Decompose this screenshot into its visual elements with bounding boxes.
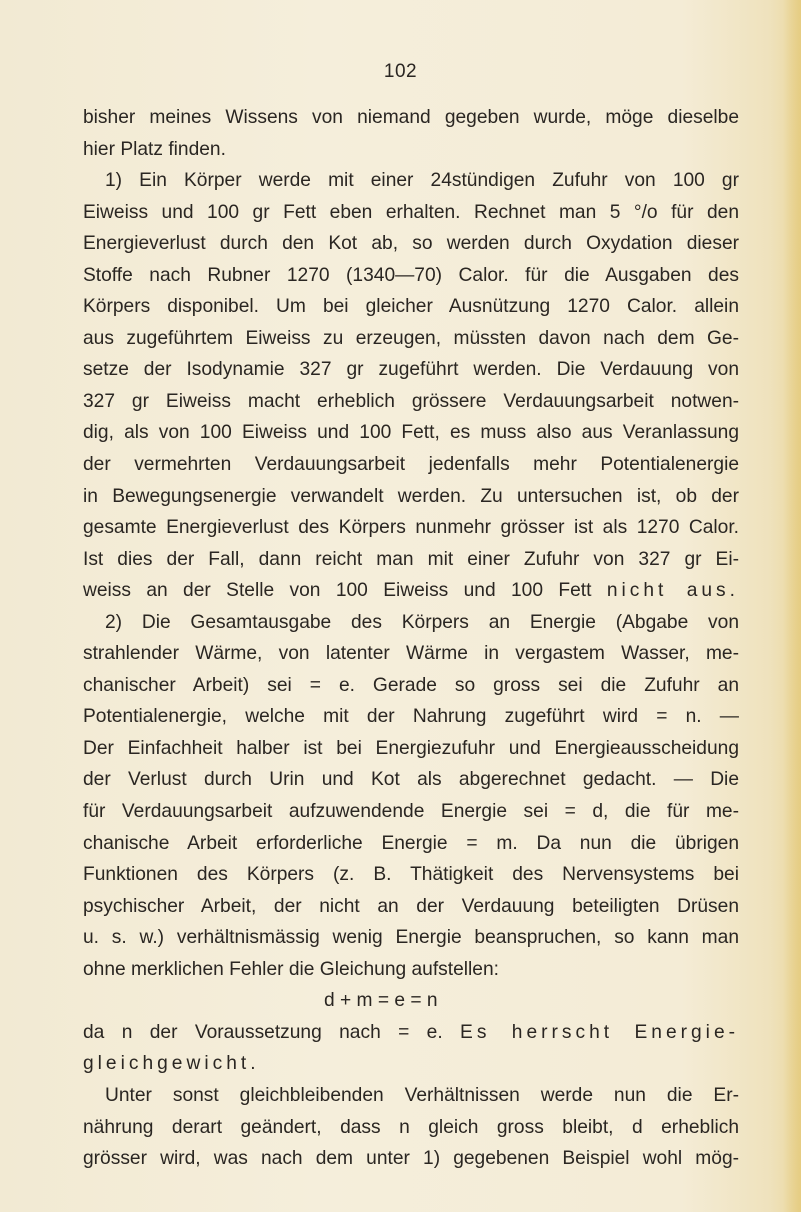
text-line: Eiweiss und 100 gr Fett eben erhalten. Rechnet man 5 °/o für den <box>83 201 739 223</box>
text-line: der Verlust durch Urin und Kot als abgerechnet gedacht. — Die <box>83 769 739 791</box>
emphasized-text: Es herrscht Energie- <box>460 1021 739 1043</box>
text-line: gesamte Energieverlust des Körpers nunmehr grösser ist als 1270 Calor. <box>83 517 739 539</box>
text-line: psychischer Arbeit, der nicht an der Verdauung beteiligten Drüsen <box>83 895 739 917</box>
text-line: in Bewegungsenergie verwandelt werden. Zu untersuchen ist, ob der <box>83 485 739 507</box>
text-line: d + m = e = n <box>324 990 438 1012</box>
text-line: chanischer Arbeit) sei = e. Gerade so gross sei die Zufuhr an <box>83 674 739 696</box>
text-line: 2) Die Gesamtausgabe des Körpers an Energie (Abgabe von <box>105 611 739 633</box>
emphasized-text: gleichgewicht. <box>83 1053 260 1075</box>
text-line: aus zugeführtem Eiweiss zu erzeugen, müssten davon nach dem Ge- <box>83 327 739 349</box>
text-line: grösser wird, was nach dem unter 1) gegebenen Beispiel wohl mög- <box>83 1148 739 1170</box>
text-line: ohne merklichen Fehler die Gleichung aufstellen: <box>83 958 499 980</box>
emphasized-text: nicht aus. <box>606 580 739 602</box>
text-line: der vermehrten Verdauungsarbeit jedenfalls mehr Potentialenergie <box>83 454 739 476</box>
text-line <box>83 1048 739 1080</box>
text-line: weiss an der Stelle von 100 Eiweiss und 100 Fett nicht aus. <box>83 580 739 602</box>
text-line: nährung derart geändert, dass n gleich gross bleibt, d erheblich <box>83 1116 739 1138</box>
text-line: für Verdauungsarbeit aufzuwendende Energie sei = d, die für me- <box>83 801 739 823</box>
text-line: Ist dies der Fall, dann reicht man mit einer Zufuhr von 327 gr Ei- <box>83 548 739 570</box>
body-text <box>83 102 739 1175</box>
text-line: da n der Voraussetzung nach = e. Es herrscht Energie- <box>83 1021 739 1043</box>
text-line: hier Platz finden. <box>83 138 226 160</box>
text-line: Potentialenergie, welche mit der Nahrung zugeführt wird = n. — <box>83 706 739 728</box>
text-line: setze der Isodynamie 327 gr zugeführt werden. Die Verdauung von <box>83 359 739 381</box>
text-line: Der Einfachheit halber ist bei Energiezufuhr und Energieausscheidung <box>83 737 739 759</box>
page-edge-shadow <box>783 0 801 1212</box>
text-line: strahlender Wärme, von latenter Wärme in vergastem Wasser, me- <box>83 643 739 665</box>
text-line: Energieverlust durch den Kot ab, so werden durch Oxydation dieser <box>83 233 739 255</box>
text-line: dig, als von 100 Eiweiss und 100 Fett, es muss also aus Veranlassung <box>83 422 739 444</box>
text-line: chanische Arbeit erforderliche Energie = m. Da nun die übrigen <box>83 832 739 854</box>
text-line: 327 gr Eiweiss macht erheblich grössere Verdauungsarbeit notwen- <box>83 390 739 412</box>
text-line: Unter sonst gleichbleibenden Verhältnissen werde nun die Er- <box>105 1084 739 1106</box>
text-line: Stoffe nach Rubner 1270 (1340—70) Calor. für die Ausgaben des <box>83 264 739 286</box>
text-line: Funktionen des Körpers (z. B. Thätigkeit des Nervensystems bei <box>83 864 739 886</box>
text-line: u. s. w.) verhältnismässig wenig Energie beanspruchen, so kann man <box>83 927 739 949</box>
text-line: Körpers disponibel. Um bei gleicher Ausnützung 1270 Calor. allein <box>83 296 739 318</box>
text-line: bisher meines Wissens von niemand gegeben wurde, möge dieselbe <box>83 107 739 128</box>
page-number: 102 <box>383 61 418 82</box>
text-line: 1) Ein Körper werde mit einer 24stündigen Zufuhr von 100 gr <box>105 170 739 192</box>
